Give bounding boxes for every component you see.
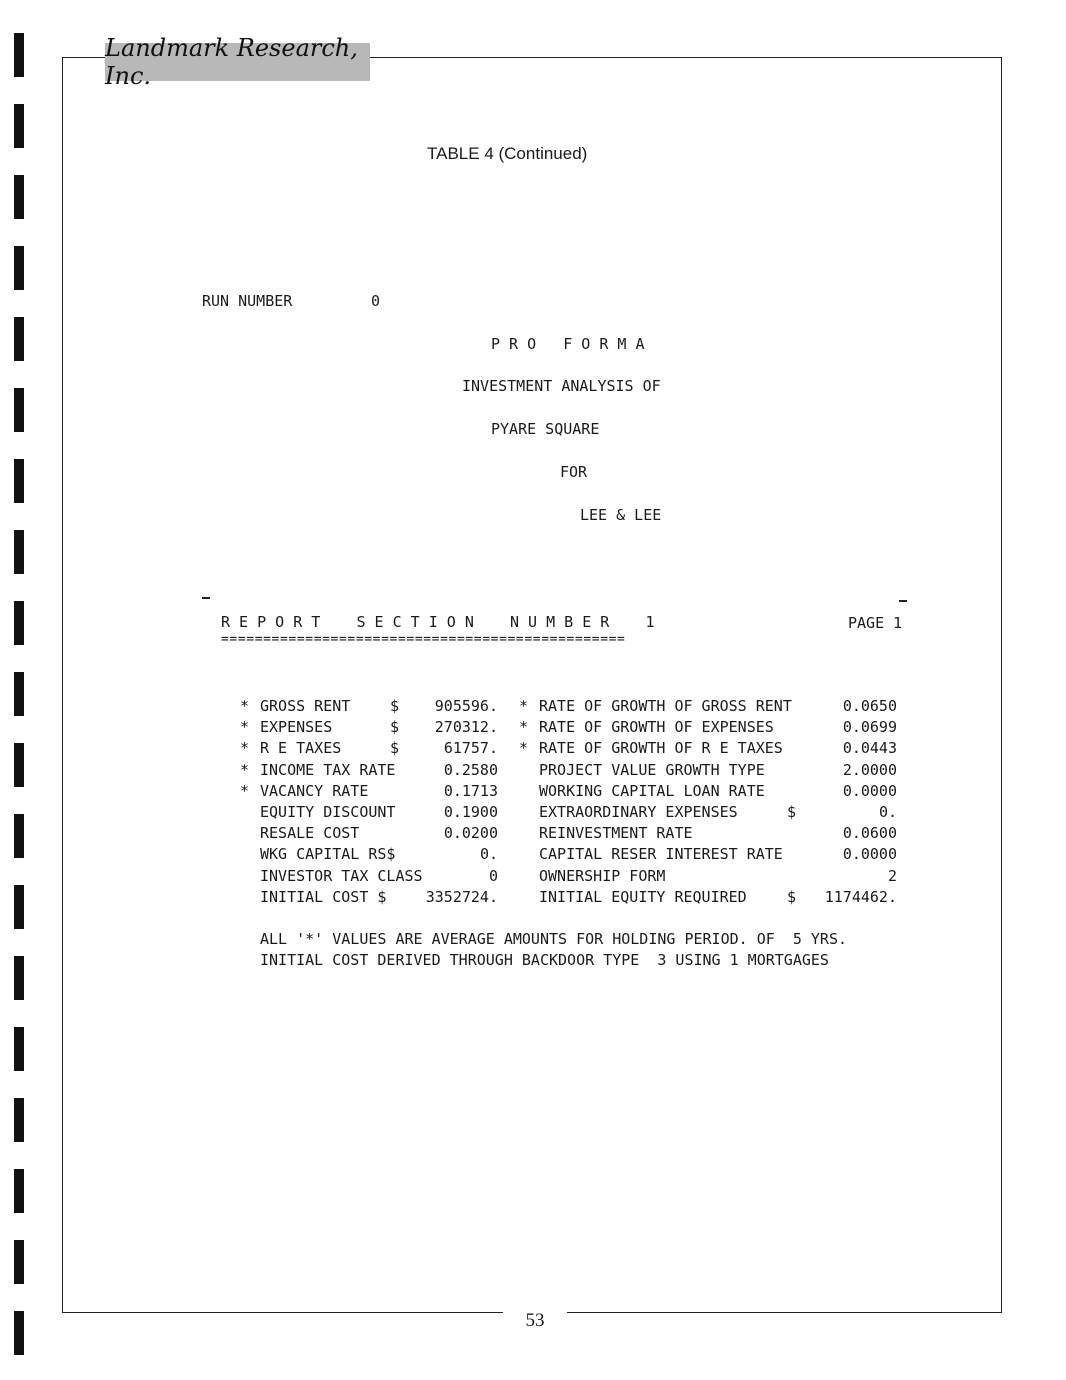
page-number: 53 bbox=[503, 1310, 567, 1338]
right-value: 0.0600 bbox=[842, 824, 897, 843]
right-label: REINVESTMENT RATE bbox=[539, 824, 693, 843]
left-label: EQUITY DISCOUNT bbox=[260, 803, 396, 821]
right-label: RATE OF GROWTH OF GROSS RENT bbox=[539, 697, 792, 715]
binder-mark bbox=[14, 459, 24, 503]
left-value: 61757. bbox=[443, 739, 498, 758]
right-label: PROJECT VALUE GROWTH TYPE bbox=[539, 760, 765, 779]
left-label: INVESTOR TAX CLASS bbox=[260, 866, 423, 885]
left-label: INCOME TAX RATE bbox=[260, 760, 396, 779]
note-line-1: ALL '*' VALUES ARE AVERAGE AMOUNTS FOR HOLDING PERIOD. OF 5 YRS. bbox=[260, 930, 847, 948]
binder-mark bbox=[14, 1027, 24, 1071]
left-label: VACANCY RATE bbox=[260, 781, 369, 800]
left-label: EXPENSES bbox=[260, 718, 333, 737]
table-row bbox=[0, 697, 1066, 715]
binder-mark bbox=[14, 317, 24, 361]
report-page-label: PAGE 1 bbox=[848, 614, 903, 632]
left-label: WKG CAPITAL RS$ bbox=[260, 845, 396, 864]
left-label: RESALE COST bbox=[260, 824, 360, 843]
right-label: RATE OF GROWTH OF R E TAXES bbox=[539, 739, 783, 758]
right-value: 0.0650 bbox=[842, 697, 897, 715]
heading-client: LEE & LEE bbox=[580, 506, 662, 524]
table-title: TABLE 4 (Continued) bbox=[427, 144, 588, 163]
left-label: GROSS RENT bbox=[260, 697, 351, 715]
left-value: 0. bbox=[479, 845, 498, 864]
left-value: 270312. bbox=[434, 718, 498, 737]
binder-mark bbox=[14, 1098, 24, 1142]
table-row bbox=[0, 803, 1066, 821]
right-value: 2.0000 bbox=[842, 760, 897, 779]
run-number-value: 0 bbox=[371, 292, 381, 310]
left-currency: $ bbox=[390, 718, 400, 737]
left-star: * bbox=[240, 697, 250, 715]
left-label: R E TAXES bbox=[260, 739, 342, 758]
left-star: * bbox=[240, 781, 250, 800]
report-section-label: R E P O R T S E C T I O N N U M B E R 1 bbox=[221, 613, 655, 631]
left-value: 0 bbox=[488, 866, 498, 885]
left-value: 0.1713 bbox=[443, 781, 498, 800]
left-value: 905596. bbox=[434, 697, 498, 715]
binder-mark bbox=[14, 1240, 24, 1284]
table-row bbox=[0, 888, 1066, 906]
binder-mark bbox=[14, 104, 24, 148]
corner-mark bbox=[202, 597, 210, 599]
left-label: INITIAL COST $ bbox=[260, 887, 387, 906]
binder-mark bbox=[14, 530, 24, 574]
note-line-2: INITIAL COST DERIVED THROUGH BACKDOOR TYPE 3 USING 1 MORTGAGES bbox=[260, 951, 829, 969]
right-label: EXTRAORDINARY EXPENSES bbox=[539, 803, 738, 821]
right-star: * bbox=[519, 697, 529, 715]
company-logo: Landmark Research, Inc. bbox=[105, 43, 370, 81]
right-label: OWNERSHIP FORM bbox=[539, 866, 666, 885]
right-star: * bbox=[519, 739, 529, 758]
binder-mark bbox=[14, 601, 24, 645]
right-currency: $ bbox=[787, 803, 797, 821]
heading-pro-forma: P R O F O R M A bbox=[491, 335, 645, 353]
binder-mark bbox=[14, 1169, 24, 1213]
table-row bbox=[0, 782, 1066, 800]
table-row bbox=[0, 824, 1066, 842]
left-value: 0.1900 bbox=[443, 803, 498, 821]
right-value: 1174462. bbox=[824, 887, 897, 906]
heading-for: FOR bbox=[560, 463, 588, 481]
right-currency: $ bbox=[787, 887, 797, 906]
left-currency: $ bbox=[390, 739, 400, 758]
table-row bbox=[0, 845, 1066, 863]
heading-property-name: PYARE SQUARE bbox=[491, 420, 600, 438]
run-number-label: RUN NUMBER bbox=[202, 292, 293, 310]
left-star: * bbox=[240, 718, 250, 737]
right-value: 0.0443 bbox=[842, 739, 897, 758]
corner-mark bbox=[899, 600, 907, 602]
binder-mark bbox=[14, 1311, 24, 1355]
left-value: 0.0200 bbox=[443, 824, 498, 843]
binder-mark bbox=[14, 33, 24, 77]
left-value: 3352724. bbox=[425, 887, 498, 906]
table-row bbox=[0, 718, 1066, 736]
right-value: 0.0699 bbox=[842, 718, 897, 737]
right-label: RATE OF GROWTH OF EXPENSES bbox=[539, 718, 774, 737]
left-currency: $ bbox=[390, 697, 400, 715]
table-row bbox=[0, 739, 1066, 757]
binder-mark bbox=[14, 956, 24, 1000]
left-value: 0.2580 bbox=[443, 760, 498, 779]
binder-mark bbox=[14, 388, 24, 432]
page-frame bbox=[62, 57, 1002, 1313]
table-row bbox=[0, 761, 1066, 779]
right-value: 2 bbox=[887, 866, 897, 885]
table-row bbox=[0, 867, 1066, 885]
right-star: * bbox=[519, 718, 529, 737]
heading-investment-analysis: INVESTMENT ANALYSIS OF bbox=[462, 377, 661, 395]
report-rule: ================================================ bbox=[221, 632, 626, 647]
right-label: INITIAL EQUITY REQUIRED bbox=[539, 887, 747, 906]
right-label: CAPITAL RESER INTEREST RATE bbox=[539, 845, 783, 864]
binder-mark bbox=[14, 175, 24, 219]
left-star: * bbox=[240, 760, 250, 779]
right-label: WORKING CAPITAL LOAN RATE bbox=[539, 781, 765, 800]
right-value: 0.0000 bbox=[842, 845, 897, 864]
left-star: * bbox=[240, 739, 250, 758]
right-value: 0. bbox=[878, 803, 897, 821]
right-value: 0.0000 bbox=[842, 781, 897, 800]
binder-mark bbox=[14, 246, 24, 290]
